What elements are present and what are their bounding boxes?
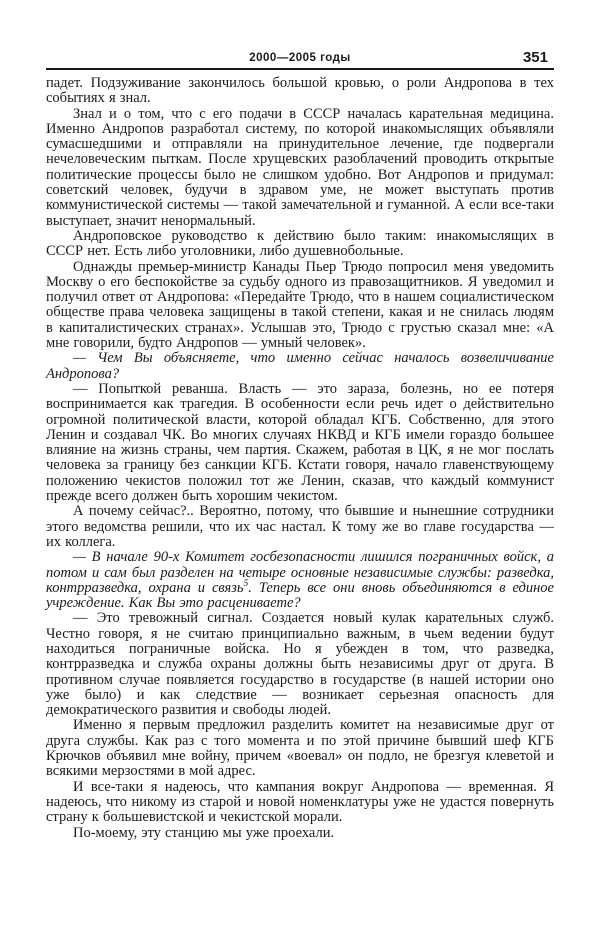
- paragraph-text: падет. Подзуживание закончилось большой кровью, о роли Андропова в тех событиях я знал.: [46, 75, 554, 107]
- paragraph-text: — В начале 90-х Комитет госбезопасности лишился пограничных войск, а потом и сам был разделен на четыре основные независимые службы: разведка, контрразведка, охрана и связь: [46, 549, 554, 596]
- paragraph-text: — Это тревожный сигнал. Создается новый кулак карательных служб. Честно говоря, я не считаю принципиально важным, в чьем ведении будут находиться пограничные войска. Но я убежден в том, что разведка, контрразведка и служба охраны должны быть независимы друг от друга. В противном случае появляется государство в государстве (в нашей истории оно уже было) и как следствие — возникает серьезная опасность для демократического развития и свободы людей.: [46, 610, 554, 719]
- footnote-reference: 5: [243, 578, 249, 589]
- interview-question-paragraph: [46, 351, 554, 382]
- paragraph-text: — Попыткой реванша. Власть — это зараза, болезнь, но ее потеря воспринимается как трагедия. В особенности если речь идет о действительно огромной политической власти, которой обладал КГБ. Собственно, для этого Ленин и создавал ЧК. Во многих случаях НКВД и КГБ имели гораздо большее влияние на жизнь страны, чем партия. Скажем, работая в ЦК, я не мог послать человека за границу без санкции КГБ. Кстати говоря, начало главенствующему положению чекистов положил тот же Ленин, сказав, что каждый коммунист прежде всего должен быть хорошим чекистом.: [46, 380, 554, 505]
- paragraph-text: А почему сейчас?.. Вероятно, потому, что бывшие и нынешние сотрудники этого ведомства решили, что их час настал. К тому же во главе государства — их коллега.: [46, 503, 554, 550]
- page-number: 351: [522, 49, 548, 66]
- body-paragraph: [46, 826, 554, 841]
- paragraph-text: Знал и о том, что с его подачи в СССР началась карательная медицина. Именно Андропов разработал систему, по которой инакомыслящих объявляли сумасшедшими и отправляли на принудительное лечение, где подвергали нечеловеческим пыткам. После хрущевских разоблачений проводить открытые политические процессы было не слишком удобно. Вот Андропов и придумал: советский человек, будучи в здравом уме, не может выступать против коммунистической системы — такой замечательной и гуманной. А если все-таки выступает, значит ненормальный.: [46, 105, 554, 229]
- body-paragraph: [46, 780, 554, 826]
- paragraph-text: По-моему, эту станцию мы уже проехали.: [73, 824, 335, 841]
- body-paragraph: [46, 107, 554, 229]
- paragraph-text: Однажды премьер-министр Канады Пьер Трюдо попросил меня уведомить Москву о его беспокойстве за судьбу одного из правозащитников. Я уведомил и получил ответ от Андропова: «Передайте Трюдо, что в нашем социалистическом обществе права человека защищены в такой степени, какая и не снилась людям в капиталистических странах». Услышав это, Трюдо с грустью сказал мне: «А мне говорили, будто Андропов — умный человек».: [46, 258, 554, 352]
- body-paragraph: [46, 382, 554, 504]
- paragraph-text: И все-таки я надеюсь, что кампания вокруг Андропова — временная. Я надеюсь, что никому из старой и новой номенклатуры уже не удастся повернуть страну к большевистской и чекистской морали.: [46, 778, 554, 826]
- body-paragraph: [46, 611, 554, 718]
- body-paragraph: [46, 504, 554, 550]
- paragraph-text: Андроповское руководство к действию было таким: инакомыслящих в СССР нет. Есть либо уголовники, либо душевнобольные.: [46, 227, 554, 260]
- paragraph-text: — Чем Вы объясняете, что именно сейчас началось возвеличивание Андропова?: [46, 350, 554, 382]
- body-paragraph: [46, 260, 554, 352]
- body-paragraph: [46, 76, 554, 107]
- page-body: [46, 76, 554, 841]
- page-header: [46, 46, 554, 70]
- body-paragraph: [46, 718, 554, 779]
- paragraph-text: Именно я первым предложил разделить комитет на независимые друг от друга службы. Как раз с того момента и по этой причине бывший шеф КГБ Крючков объявил мне войну, причем «воевал» он подло, не брезгуя клеветой и всякими мерзостями в мой адрес.: [46, 717, 554, 780]
- interview-question-paragraph: [46, 550, 554, 611]
- running-title: 2000—2005 годы: [249, 52, 351, 64]
- paragraph-text: . Теперь все они вновь объединяются в единое учреждение. Как Вы это расцениваете?: [46, 579, 554, 612]
- body-paragraph: [46, 229, 554, 260]
